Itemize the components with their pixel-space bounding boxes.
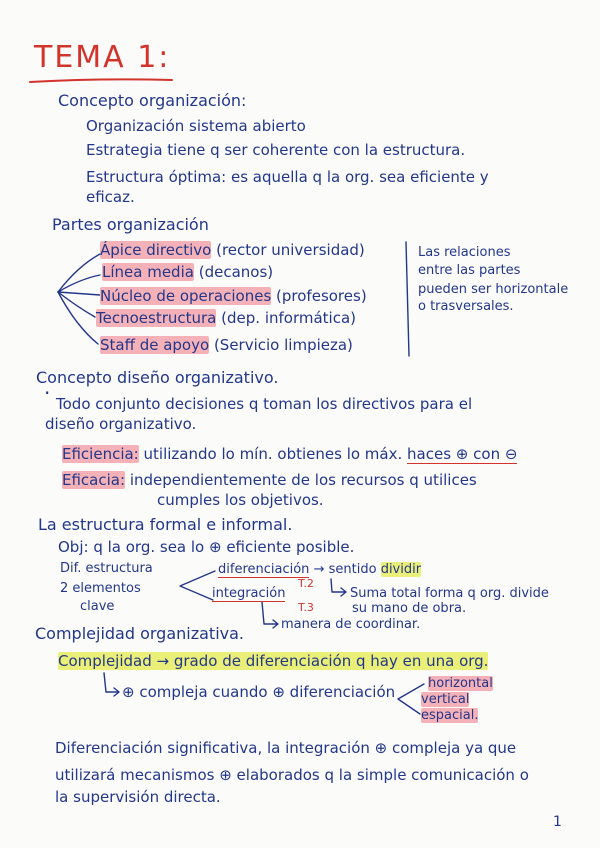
- eficiencia-line: [62, 445, 517, 463]
- note-line: Estrategia tiene q ser coherente con la estructura.: [86, 141, 466, 159]
- definition-line: Todo conjunto decisiones q toman los directivos para el: [56, 395, 473, 413]
- complejidad-definition: [58, 652, 488, 670]
- complejidad-type: [421, 708, 478, 724]
- part-example: (rector universidad): [216, 241, 365, 259]
- diferenciacion-highlight: dividir: [380, 562, 422, 577]
- diferenciacion-meaning: sentido: [328, 562, 377, 577]
- part-example: (decanos): [198, 263, 274, 281]
- topic-tag: T.2: [298, 577, 314, 590]
- part-item: [96, 309, 356, 327]
- complejidad-type-label: vertical: [421, 692, 470, 707]
- eficiencia-emphasis: haces ⊕ con ⊖: [407, 445, 518, 463]
- branch-line-staff: [58, 292, 98, 344]
- title-underline: [30, 79, 172, 82]
- page-number: 1: [553, 814, 562, 830]
- conclusion-line: la supervisión directa.: [55, 788, 221, 806]
- complejidad-type: [421, 692, 469, 708]
- eficacia-line: [62, 471, 477, 489]
- parts-note-line: Las relaciones: [418, 245, 511, 260]
- eficacia-term: Eficacia:: [62, 471, 126, 489]
- integracion-term: integración: [212, 586, 286, 601]
- parts-note-line: pueden ser horizontale: [418, 282, 569, 297]
- estructura-objective: Obj: q la org. sea lo ⊕ eficiente posible.: [58, 538, 355, 556]
- part-item: [102, 263, 273, 281]
- integracion-arrow: [262, 602, 278, 628]
- integracion-line: [212, 586, 285, 602]
- estructura-heading: La estructura formal e informal.: [38, 515, 293, 534]
- integracion-detail: manera de coordinar.: [281, 617, 421, 632]
- partes-heading: Partes organización: [52, 215, 209, 234]
- part-term: Ápice directivo: [100, 241, 212, 259]
- diferenciacion-line: [218, 562, 421, 578]
- conclusion-line: Diferenciación significativa, la integración ⊕ compleja ya que: [55, 739, 517, 757]
- part-item: [100, 241, 365, 259]
- parts-separator-line: [406, 242, 409, 356]
- diferenciacion-arrow: [331, 579, 346, 596]
- complejidad-rule-arrow: [104, 673, 119, 696]
- definition-line: diseño organizativo.: [45, 415, 197, 433]
- key-label-line: Dif. estructura: [60, 561, 153, 576]
- eficacia-line: cumples los objetivos.: [157, 491, 324, 509]
- part-example: (dep. informática): [221, 309, 356, 327]
- key-label-line: clave: [80, 599, 115, 614]
- concepto-organizacion-heading: Concepto organización:: [58, 91, 247, 110]
- note-line: Estructura óptima: es aquella q la org. sea eficiente y: [86, 168, 489, 186]
- note-line: Organización sistema abierto: [86, 117, 306, 135]
- complejidad-type-label: espacial.: [421, 708, 479, 723]
- part-term: Línea media: [102, 263, 194, 281]
- complejidad-rule: ⊕ compleja cuando ⊕ diferenciación: [122, 683, 396, 701]
- diferenciacion-term: diferenciación: [218, 562, 310, 577]
- branch-line-apice: [58, 254, 100, 292]
- parts-note-line: entre las partes: [418, 263, 521, 278]
- conclusion-line: utilizará mecanismos ⊕ elaborados q la simple comunicación o: [55, 766, 529, 784]
- arrow: →: [313, 562, 325, 577]
- note-line: eficaz.: [86, 188, 135, 206]
- complejidad-definition-text: Complejidad → grado de diferenciación q hay en una org.: [58, 652, 489, 670]
- eficacia-text: independientemente de los recursos q utilices: [129, 471, 477, 489]
- page-title: TEMA 1:: [34, 40, 171, 75]
- eficiencia-term: Eficiencia:: [62, 445, 139, 463]
- part-item: [100, 287, 367, 305]
- diferenciacion-detail: su mano de obra.: [352, 601, 467, 616]
- key-label-line: 2 elementos: [60, 581, 141, 596]
- complejidad-type: [428, 676, 493, 692]
- branch-line-nucleo: [58, 292, 100, 295]
- eficiencia-text: utilizando lo mín. obtienes lo máx.: [143, 445, 403, 463]
- topic-tag: T.3: [298, 601, 314, 614]
- part-term: Núcleo de operaciones: [100, 287, 272, 305]
- part-term: Tecnoestructura: [96, 309, 217, 327]
- parts-note-line: o trasversales.: [418, 299, 514, 314]
- diseno-heading: Concepto diseño organizativo.: [36, 368, 279, 387]
- diferenciacion-detail: Suma total forma q org. divide: [350, 586, 549, 601]
- key-elements-bracket: [180, 571, 215, 600]
- complejidad-type-label: horizontal: [428, 676, 493, 691]
- bullet: ·: [44, 381, 51, 405]
- part-example: (profesores): [276, 287, 367, 305]
- part-term: Staff de apoyo: [100, 336, 210, 354]
- branch-line-tecnoestructura: [58, 292, 95, 317]
- part-item: [100, 336, 353, 354]
- part-example: (Servicio limpieza): [213, 336, 353, 354]
- complejidad-heading: Complejidad organizativa.: [35, 624, 244, 643]
